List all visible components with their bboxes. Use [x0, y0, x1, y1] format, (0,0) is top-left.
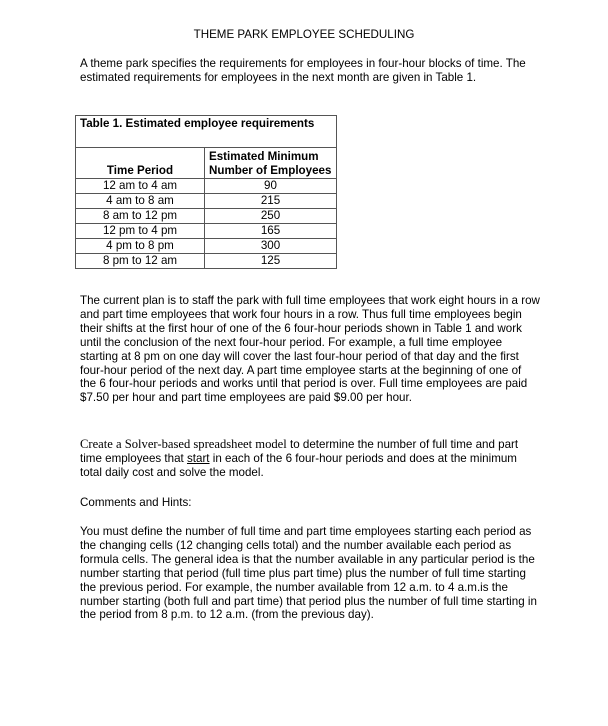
header-time-period: Time Period — [76, 148, 205, 179]
requirements-table-wrapper — [75, 115, 337, 269]
table-row — [76, 179, 337, 194]
header-employees: Estimated Minimum Number of Employees — [205, 148, 337, 179]
intro-paragraph: A theme park specifies the requirements for employees in four-hour blocks of time. The estimated requirements for employees in the next month are given in Table 1. — [80, 57, 526, 84]
staffing-plan-paragraph: The current plan is to staff the park with full time employees that work eight hours in a row and part time employees that work four hours in a row. Thus full time employees begin their shifts at the first hour of one of the 6 four-hour periods shown in Table 1 and work until the conclusion of the next four-hour period. For example, a full time employee starting at 8 pm on one day will cover the last four-hour period of that day and the first four-hour period of the next day. A part time employee starts at the beginning of one of the 6 four-hour periods and works until that period is over. Full time employees are paid $7.50 per hour and part time employees are paid $9.00 per hour. — [80, 294, 540, 405]
task-paragraph — [80, 438, 540, 480]
requirements-table — [75, 115, 337, 269]
table-row — [76, 224, 337, 239]
table-row — [76, 209, 337, 224]
table-header-row — [76, 148, 337, 179]
table-caption-row — [76, 116, 337, 148]
cell-employees: 90 — [205, 179, 337, 194]
cell-period: 12 am to 4 am — [76, 179, 205, 194]
hints-heading: Comments and Hints: — [80, 496, 192, 509]
table-row — [76, 254, 337, 269]
table-row — [76, 239, 337, 254]
cell-period: 8 am to 12 pm — [76, 209, 205, 224]
cell-period: 8 pm to 12 am — [76, 254, 205, 269]
cell-employees: 125 — [205, 254, 337, 269]
cell-period: 4 pm to 8 pm — [76, 239, 205, 254]
cell-employees: 300 — [205, 239, 337, 254]
table-caption: Table 1. Estimated employee requirements — [76, 116, 337, 148]
cell-employees: 165 — [205, 224, 337, 239]
cell-period: 4 am to 8 am — [76, 194, 205, 209]
task-serif-text: Create a Solver-based spreadsheet model — [80, 437, 287, 451]
table-row — [76, 194, 337, 209]
task-text-b: in each of the 6 four-hour periods and does at the minimum total daily cost and solve the model. — [80, 451, 517, 479]
cell-employees: 250 — [205, 209, 337, 224]
hints-paragraph: You must define the number of full time and part time employees starting each period as the changing cells (12 changing cells total) and the number available each period as formula cells. The general idea is that the number available in any particular period is the number starting that period (full time plus part time) plus the number of full time starting the previous period. For example, the number available from 12 a.m. to 4 a.m.is the number starting (both full and part time) that period plus the number of full time starting in the period from 8 p.m. to 12 a.m. (from the previous day). — [80, 525, 537, 622]
cell-period: 12 pm to 4 pm — [76, 224, 205, 239]
cell-employees: 215 — [205, 194, 337, 209]
task-text-a: to determine the number of full time and part time employees that — [80, 438, 519, 465]
task-underlined-word: start — [186, 451, 210, 465]
document-title: THEME PARK EMPLOYEE SCHEDULING — [193, 28, 415, 41]
